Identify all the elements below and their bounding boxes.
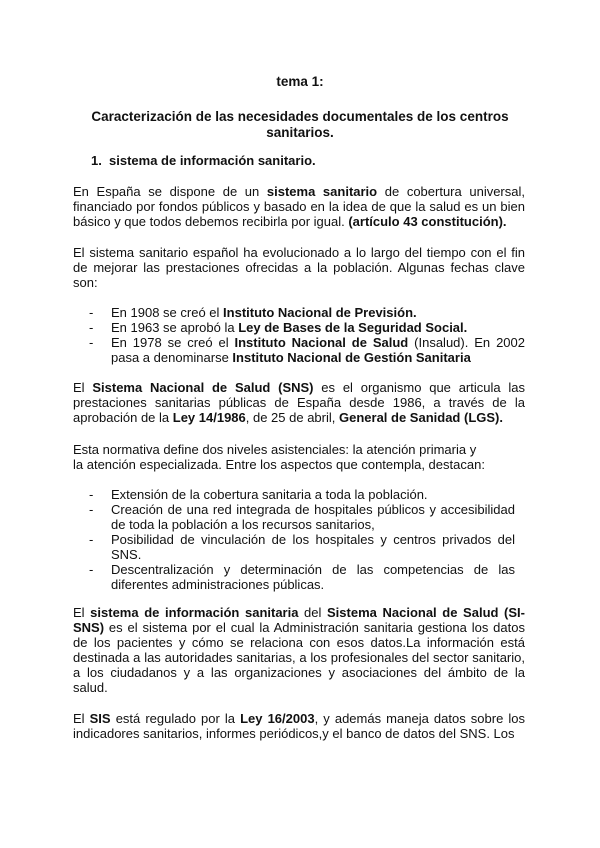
list-item <box>89 532 515 562</box>
bold-run: sistema sanitario <box>266 184 378 199</box>
paragraph-normativa <box>73 442 525 472</box>
bold-run: (artículo 43 constitución). <box>348 214 507 229</box>
paragraph-si-sns <box>73 605 525 695</box>
text-run: es el organismo que articula las prestaciones sanitarias públicas de España desde 1986, a través de la aprobación de la <box>73 380 526 425</box>
list-dash: - <box>89 305 94 320</box>
bold-run: SIS <box>89 711 111 726</box>
text-run: , de 25 de abril, <box>245 410 339 425</box>
text-run: Posibilidad de vinculación de los hospitales y centros privados del SNS. <box>111 532 515 562</box>
list-item <box>89 305 525 320</box>
bold-run: Instituto Nacional de Gestión Sanitaria <box>232 350 471 365</box>
text-line: Esta normativa define dos niveles asistenciales: la atención primaria y <box>73 442 477 457</box>
text-run: Creación de una red integrada de hospitales públicos y accesibilidad de toda la población a los recursos sanitarios, <box>111 502 515 532</box>
document-title: tema 1: <box>276 74 324 89</box>
bold-run: Instituto Nacional de Salud <box>234 335 409 350</box>
section-number: 1. <box>91 153 102 168</box>
text-run: de cobertura universal, financiado por fondos públicos y basado en la idea de que la salud es un bien básico y que todos debemos recibirla por igual. <box>73 184 525 229</box>
paragraph-evolucion: El sistema sanitario español ha evolucionado a lo largo del tiempo con el fin de mejorar las prestaciones ofrecidas a la población. Algunas fechas clave son: <box>73 245 525 290</box>
text-run: del <box>298 605 328 620</box>
bold-run: Ley de Bases de la Seguridad Social. <box>238 320 468 335</box>
list-dash: - <box>89 335 94 350</box>
list-item <box>89 320 525 335</box>
text-run: El <box>73 711 90 726</box>
bold-run: Ley 14/1986 <box>172 410 246 425</box>
section-label: sistema de información sanitario. <box>109 153 316 168</box>
list-dash: - <box>89 532 94 547</box>
text-run: (Insalud). En 2002 pasa a denominarse <box>111 335 525 365</box>
list-dash: - <box>89 487 94 502</box>
paragraph-sis <box>73 711 525 741</box>
list-item <box>89 487 515 502</box>
text-run: El <box>73 605 91 620</box>
paragraph-sns <box>73 380 525 425</box>
list-item <box>89 502 515 532</box>
bold-run: Instituto Nacional de Previsión. <box>223 305 417 320</box>
bold-run: Sistema Nacional de Salud (SNS) <box>92 380 314 395</box>
bold-run: General de Sanidad (LGS). <box>339 410 503 425</box>
list-dash: - <box>89 562 94 577</box>
text-run: , y además maneja datos sobre los indicadores sanitarios, informes periódicos,y el banco de datos del SNS. Los <box>73 711 525 741</box>
text-run: está regulado por la <box>110 711 241 726</box>
document-subtitle: Caracterización de las necesidades documentales de los centros sanitarios. <box>91 109 509 140</box>
list-dash: - <box>89 320 94 335</box>
bold-run: Sistema Nacional de Salud (SI-SNS) <box>73 605 525 635</box>
list-aspectos <box>89 487 515 592</box>
section-heading <box>91 153 316 168</box>
text-run: Extensión de la cobertura sanitaria a toda la población. <box>111 487 428 502</box>
text-run: En España se dispone de un <box>73 184 267 199</box>
paragraph-sistema-sanitario <box>73 184 525 229</box>
list-fechas-clave <box>89 305 525 365</box>
text-run: En 1963 se aprobó la <box>111 320 239 335</box>
text-run: En 1908 se creó el <box>111 305 224 320</box>
text-run: El <box>73 380 93 395</box>
bold-run: sistema de información sanitaria <box>90 605 299 620</box>
list-item <box>89 335 525 365</box>
list-item <box>89 562 515 592</box>
text-run: es el sistema por el cual la Administración sanitaria gestiona los datos de los pacientes y cómo se relaciona con esos datos.La información está destinada a las autoridades sanitarias, a los profesionales del sector sanitario, a los ciudadanos y a las organizaciones y asociaciones del ámbito de la salud. <box>73 620 525 695</box>
text-line: la atención especializada. Entre los aspectos que contempla, destacan: <box>73 457 485 472</box>
text-run: En 1978 se creó el <box>111 335 235 350</box>
text-run: Descentralización y determinación de las competencias de las diferentes administraciones públicas. <box>111 562 515 592</box>
list-dash: - <box>89 502 94 517</box>
bold-run: Ley 16/2003 <box>240 711 315 726</box>
